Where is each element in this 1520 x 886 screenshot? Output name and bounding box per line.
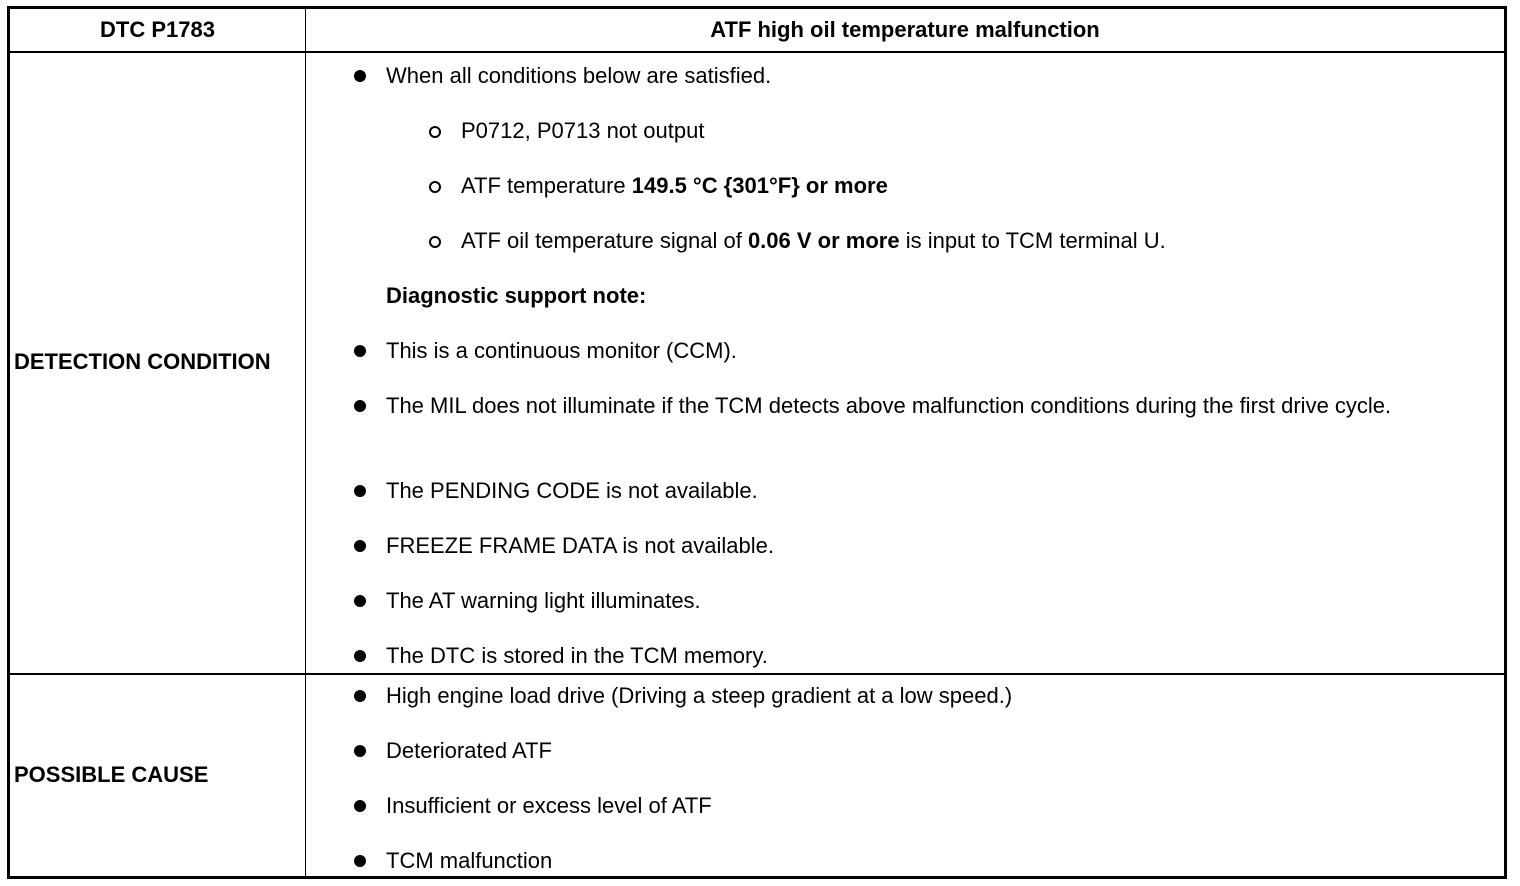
cause-text: TCM malfunction — [386, 848, 553, 873]
cause-item — [306, 791, 1484, 821]
note-item — [306, 336, 1484, 366]
bullet-icon — [354, 345, 366, 357]
bullet-icon — [354, 540, 366, 552]
note-item — [306, 476, 1484, 506]
dtc-code: DTC P1783 — [10, 9, 306, 51]
note-text: The AT warning light illuminates. — [386, 588, 701, 613]
bullet-icon — [354, 70, 366, 82]
note-text: The DTC is stored in the TCM memory. — [386, 643, 768, 668]
voltage-threshold: 0.06 V or more — [747, 228, 900, 253]
dtc-title: ATF high oil temperature malfunction — [710, 17, 1100, 42]
bullet-icon — [354, 650, 366, 662]
possible-cause-label: POSSIBLE CAUSE — [14, 761, 209, 787]
support-note-heading-item — [306, 281, 1484, 311]
note-text: The MIL does not illuminate if the TCM detects above malfunction conditions during the first drive cycle. — [386, 393, 1392, 418]
note-text: This is a continuous monitor (CCM). — [386, 338, 737, 363]
hollow-bullet-icon — [429, 181, 441, 193]
sub-condition-item — [306, 226, 1484, 256]
bullet-icon — [354, 855, 366, 867]
detection-label-cell — [10, 51, 306, 673]
temperature-threshold: 149.5 °C {301°F} or more — [631, 173, 888, 198]
note-text: FREEZE FRAME DATA is not available. — [386, 533, 774, 558]
bullet-icon — [354, 595, 366, 607]
main-condition-item — [306, 61, 1484, 91]
cause-text: Insufficient or excess level of ATF — [386, 793, 712, 818]
sub-condition-text: ATF oil temperature signal of 0.06 V or more is input to TCM terminal U. — [461, 228, 1166, 253]
header-row — [10, 9, 1504, 53]
cause-content-cell — [306, 673, 1504, 876]
sub-condition-text: P0712, P0713 not output — [461, 118, 705, 143]
sub-condition-text: ATF temperature 149.5 °C {301°F} or more — [461, 173, 888, 198]
cause-item — [306, 681, 1484, 711]
support-note-heading: Diagnostic support note: — [386, 283, 647, 308]
bullet-icon — [354, 400, 366, 412]
note-item — [306, 391, 1484, 421]
detection-condition-row — [10, 51, 1504, 675]
cause-label-cell — [10, 673, 306, 876]
cause-text: Deteriorated ATF — [386, 738, 552, 763]
bullet-icon — [354, 800, 366, 812]
note-text: The PENDING CODE is not available. — [386, 478, 758, 503]
note-item — [306, 586, 1484, 616]
bullet-icon — [354, 485, 366, 497]
hollow-bullet-icon — [429, 126, 441, 138]
possible-cause-row — [10, 673, 1504, 876]
main-condition-text: When all conditions below are satisfied. — [386, 63, 772, 88]
note-item — [306, 641, 1484, 671]
hollow-bullet-icon — [429, 236, 441, 248]
cause-item — [306, 846, 1484, 876]
bullet-icon — [354, 745, 366, 757]
bullet-icon — [354, 690, 366, 702]
sub-condition-item — [306, 116, 1484, 146]
sub-condition-item — [306, 171, 1484, 201]
cause-item — [306, 736, 1484, 766]
detection-condition-label: DETECTION CONDITION — [14, 349, 271, 374]
dtc-table — [7, 6, 1507, 879]
detection-content-cell — [306, 51, 1504, 673]
cause-text: High engine load drive (Driving a steep gradient at a low speed.) — [386, 683, 1013, 708]
note-item — [306, 531, 1484, 561]
